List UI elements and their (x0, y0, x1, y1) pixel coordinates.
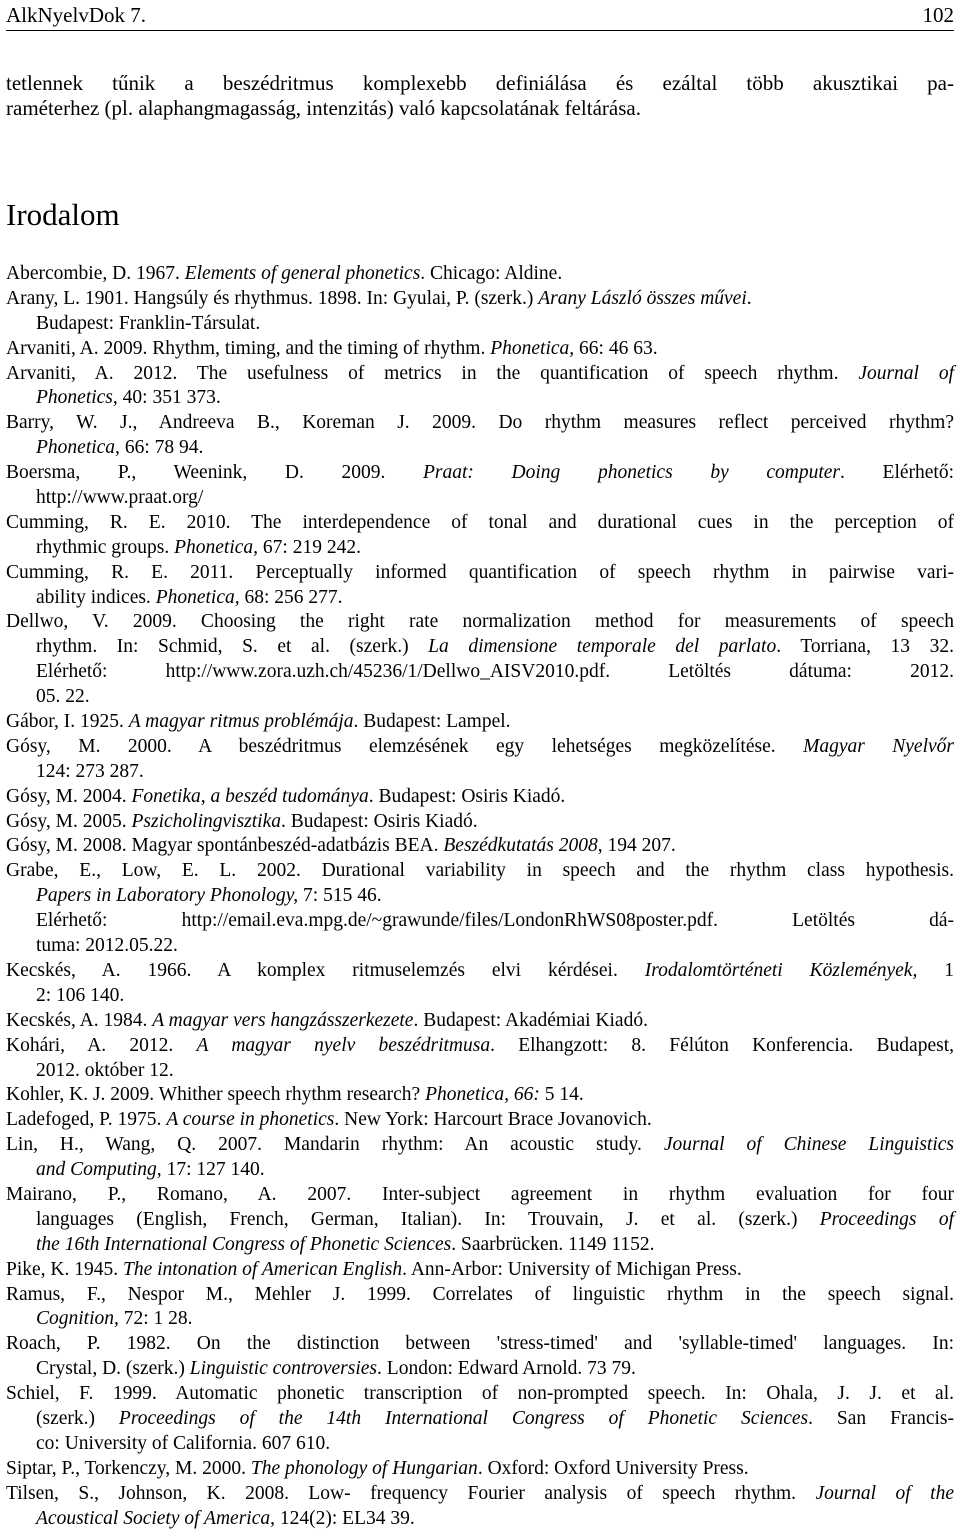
reference-line (6, 1457, 954, 1482)
reference-text: Elérhető: http://email.eva.mpg.de/~grawunde/files/LondonRhWS08poster.pdf. Letöltés dá- (36, 910, 954, 932)
reference-line (6, 287, 954, 312)
reference-text: Ladefoged, P. 1975. (6, 1109, 167, 1131)
reference-line (6, 1183, 954, 1208)
reference-line (6, 586, 954, 611)
reference-line (6, 884, 954, 909)
reference-italic-text: Arany László összes művei (538, 287, 747, 309)
reference-text: Budapest: Franklin-Társulat. (36, 312, 261, 334)
reference-line (6, 362, 954, 387)
reference-line (6, 1034, 954, 1059)
reference-text: . Elhangzott: 8. Félúton Konferencia. Budapest, (490, 1034, 954, 1056)
reference-italic-text: Proceedings of (819, 1208, 954, 1230)
reference-text: . (746, 287, 752, 309)
reference-italic-text: Phonetica, (174, 536, 259, 558)
reference-entry (6, 1482, 954, 1532)
reference-line (6, 859, 954, 884)
reference-italic-text: Acoustical Society of America (36, 1507, 271, 1529)
page-number: 102 (922, 3, 954, 27)
reference-entry (6, 859, 954, 959)
reference-line (6, 934, 954, 959)
reference-entry (6, 735, 954, 785)
reference-line (6, 685, 954, 710)
reference-text: . Budapest: Akadémiai Kiadó. (413, 1009, 648, 1031)
reference-line (6, 1307, 954, 1332)
reference-text: Kecskés, A. 1984. (6, 1009, 153, 1031)
reference-italic-text: Proceedings of the 14th International Congress of Phonetic Sciences (118, 1407, 809, 1429)
journal-name: AlkNyelvDok 7. (6, 3, 146, 27)
reference-italic-text: and Computing, (36, 1159, 162, 1181)
reference-text: Pike, K. 1945. (6, 1258, 123, 1280)
reference-entry (6, 959, 954, 1009)
reference-text: . Saarbrücken. 1149 1152. (451, 1233, 655, 1255)
reference-line (6, 1208, 954, 1233)
reference-italic-text: A course in phonetics (166, 1109, 335, 1131)
reference-italic-text: Phonetica, (36, 437, 120, 459)
reference-italic-text: Elements of general phonetics (184, 263, 421, 284)
reference-entry (6, 785, 954, 810)
reference-entry (6, 411, 954, 461)
reference-italic-text: A magyar nyelv beszédritmusa (196, 1034, 491, 1056)
reference-italic-text: Fonetika, a beszéd tudománya (131, 785, 369, 807)
reference-italic-text: Phonetica, 66: (425, 1084, 540, 1106)
reference-text: Grabe, E., Low, E. L. 2002. Durational variability in speech and the rhythm class hypothesis. (6, 860, 954, 882)
reference-italic-text: Magyar Nyelvőr (803, 735, 954, 757)
reference-text: . Budapest: Osiris Kiadó. (368, 785, 566, 807)
reference-text: . Chicago: Aldine. (420, 263, 563, 284)
reference-text: 2: 106 140. (36, 984, 125, 1006)
reference-text: rhythmic groups. (36, 536, 175, 558)
reference-line (6, 1382, 954, 1407)
reference-line (6, 486, 954, 511)
reference-text: . London: Edward Arnold. 73 79. (377, 1358, 636, 1380)
reference-text: Barry, W. J., Andreeva B., Koreman J. 2009. Do rhythm measures reflect perceived rhythm? (6, 412, 954, 434)
reference-text: http://www.praat.org/ (36, 487, 204, 509)
reference-italic-text: Papers in Laboratory Phonology, (36, 885, 299, 907)
reference-line (6, 984, 954, 1009)
reference-text: Cumming, R. E. 2011. Perceptually informed quantification of speech rhythm in pairwise vari- (6, 561, 954, 583)
reference-entry (6, 1382, 954, 1457)
reference-text: Abercombie, D. 1967. (6, 263, 185, 284)
reference-italic-text: The intonation of American English (123, 1258, 403, 1280)
reference-text: 7: 515 46. (298, 885, 382, 907)
reference-text: Ramus, F., Nespor M., Mehler J. 1999. Correlates of linguistic rhythm in the speech signal. (6, 1283, 954, 1305)
reference-line (6, 1108, 954, 1133)
reference-line (6, 461, 954, 486)
reference-entry (6, 834, 954, 859)
reference-italic-text: Phonetics, (36, 387, 118, 409)
reference-entry (6, 1034, 954, 1084)
reference-line (6, 436, 954, 461)
reference-text: Gósy, M. 2005. (6, 810, 132, 832)
reference-text: co: University of California. 607 610. (36, 1432, 331, 1454)
reference-italic-text: Journal of the (815, 1482, 954, 1504)
reference-italic-text: Praat: Doing phonetics by computer (423, 462, 841, 484)
reference-italic-text: A magyar vers hangzásszerkezete (152, 1009, 414, 1031)
reference-entry (6, 262, 954, 287)
reference-line (6, 660, 954, 685)
reference-entry (6, 1083, 954, 1108)
reference-italic-text: A magyar ritmus problémája (128, 711, 354, 733)
reference-line (6, 1357, 954, 1382)
reference-text: 1 (917, 959, 954, 981)
reference-italic-text: Linguistic controversies (189, 1358, 378, 1380)
reference-text: tuma: 2012.05.22. (36, 935, 178, 957)
reference-text: 2012. október 12. (36, 1059, 174, 1081)
reference-text: ability indices. (36, 586, 156, 608)
reference-entry (6, 287, 954, 337)
reference-text: . Budapest: Osiris Kiadó. (281, 810, 478, 832)
reference-text: 68: 256 277. (239, 586, 343, 608)
reference-text: Lin, H., Wang, Q. 2007. Mandarin rhythm: An acoustic study. (6, 1134, 664, 1156)
reference-list (6, 262, 954, 1531)
reference-text: 66: 46 63. (574, 337, 658, 359)
reference-entry (6, 561, 954, 611)
reference-text: 72: 1 28. (118, 1308, 193, 1330)
reference-text: (szerk.) (36, 1407, 119, 1429)
reference-text: . Ann-Arbor: University of Michigan Press. (402, 1258, 742, 1280)
reference-entry (6, 710, 954, 735)
reference-text: Kohári, A. 2012. (6, 1034, 197, 1056)
reference-text: Crystal, D. (szerk.) (36, 1358, 190, 1380)
reference-entry (6, 1283, 954, 1333)
reference-text: . New York: Harcourt Brace Jovanovich. (334, 1109, 652, 1131)
reference-line (6, 785, 954, 810)
reference-text: Gósy, M. 2000. A beszédritmus elemzésének egy lehetséges megközelítése. (6, 735, 804, 757)
reference-italic-text: Irodalomtörténeti Közlemények, (644, 959, 918, 981)
reference-line (6, 1283, 954, 1308)
reference-text: Arany, L. 1901. Hangsúly és rhythmus. 1898. In: Gyulai, P. (szerk.) (6, 287, 539, 309)
reference-line (6, 337, 954, 362)
reference-entry (6, 362, 954, 412)
reference-line (6, 1009, 954, 1034)
reference-text: , 194 207. (597, 835, 676, 857)
reference-italic-text: the 16th International Congress of Phonetic Sciences (36, 1233, 452, 1255)
reference-text: Roach, P. 1982. On the distinction between 'stress-timed' and 'syllable-timed' languages. In: (6, 1333, 954, 1355)
reference-line (6, 1482, 954, 1507)
reference-text: Elérhető: http://www.zora.uzh.ch/45236/1/Dellwo_AISV2010.pdf. Letöltés dátuma: 2012. (36, 661, 954, 683)
intro-line: raméterhez (pl. alaphangmagasság, intenzitás) való kapcsolatának feltárása. (6, 96, 641, 120)
reference-entry (6, 1332, 954, 1382)
reference-text: . San Francis- (808, 1407, 954, 1429)
reference-line (6, 1233, 954, 1258)
reference-text: . Oxford: Oxford University Press. (477, 1457, 749, 1479)
reference-line (6, 1059, 954, 1084)
reference-italic-text: Beszédkutatás 2008 (443, 835, 598, 857)
reference-text: Dellwo, V. 2009. Choosing the right rate normalization method for measurements of speech (6, 611, 954, 633)
reference-text: 5 14. (539, 1084, 584, 1106)
running-header (6, 0, 954, 31)
reference-italic-text: La dimensione temporale del parlato (428, 636, 777, 658)
section-title: Irodalom (6, 197, 120, 232)
reference-text: Gábor, I. 1925. (6, 711, 129, 733)
reference-line (6, 1407, 954, 1432)
reference-text: rhythm. In: Schmid, S. et al. (szerk.) (36, 636, 429, 658)
reference-line (6, 511, 954, 536)
reference-italic-text: Journal of (858, 362, 954, 384)
reference-entry (6, 610, 954, 710)
reference-line (6, 536, 954, 561)
reference-text: Tilsen, S., Johnson, K. 2008. Low- frequency Fourier analysis of speech rhythm. (6, 1482, 816, 1504)
reference-italic-text: Phonetica, (155, 586, 240, 608)
reference-line (6, 1507, 954, 1532)
reference-text: Schiel, F. 1999. Automatic phonetic transcription of non-prompted speech. In: Ohala, J. J. et al. (6, 1383, 954, 1405)
reference-line (6, 411, 954, 436)
reference-line (6, 834, 954, 859)
reference-line (6, 1258, 954, 1283)
reference-italic-text: Pszicholingvisztika (131, 810, 281, 832)
reference-entry (6, 1258, 954, 1283)
reference-entry (6, 1009, 954, 1034)
reference-line (6, 1332, 954, 1357)
reference-line (6, 1083, 954, 1108)
reference-text: 67: 219 242. (258, 536, 361, 558)
reference-italic-text: Phonetica, (490, 337, 575, 359)
reference-text: 05. 22. (36, 686, 90, 708)
reference-line (6, 959, 954, 984)
reference-text: Cumming, R. E. 2010. The interdependence of tonal and durational cues in the perception of (6, 511, 954, 533)
reference-text: . Budapest: Lampel. (353, 711, 511, 733)
reference-text: . Elérhető: (840, 462, 954, 484)
reference-line (6, 386, 954, 411)
reference-line (6, 1133, 954, 1158)
reference-line (6, 610, 954, 635)
reference-entry (6, 1457, 954, 1482)
reference-line (6, 810, 954, 835)
reference-line (6, 561, 954, 586)
reference-line (6, 262, 954, 287)
reference-text: 66: 78 94. (119, 437, 204, 459)
reference-italic-text: Cognition, (36, 1308, 119, 1330)
reference-line (6, 710, 954, 735)
reference-text: 40: 351 373. (117, 387, 221, 409)
reference-entry (6, 337, 954, 362)
reference-line (6, 760, 954, 785)
reference-text: 17: 127 140. (161, 1159, 265, 1181)
reference-entry (6, 511, 954, 561)
reference-text: Boersma, P., Weenink, D. 2009. (6, 462, 423, 484)
reference-entry (6, 461, 954, 511)
reference-entry (6, 1108, 954, 1133)
reference-text: Gósy, M. 2004. (6, 785, 132, 807)
reference-line (6, 635, 954, 660)
intro-line: tetlennek tűnik a beszédritmus komplexebb definiálása és ezáltal több akusztikai pa- (6, 71, 954, 95)
reference-italic-text: Journal of Chinese Linguistics (663, 1134, 955, 1156)
reference-entry (6, 1133, 954, 1183)
reference-text: Kohler, K. J. 2009. Whither speech rhythm research? (6, 1084, 426, 1106)
reference-text: Siptar, P., Torkenczy, M. 2000. (6, 1457, 251, 1479)
reference-line (6, 735, 954, 760)
reference-italic-text: The phonology of Hungarian (250, 1457, 478, 1479)
reference-text: Mairano, P., Romano, A. 2007. Inter-subject agreement in rhythm evaluation for four (6, 1183, 954, 1205)
reference-text: Arvaniti, A. 2009. Rhythm, timing, and the timing of rhythm. (6, 337, 491, 359)
reference-text: Arvaniti, A. 2012. The usefulness of metrics in the quantification of speech rhythm. (6, 362, 859, 384)
reference-text: , 124(2): EL34 39. (270, 1507, 415, 1529)
reference-entry (6, 1183, 954, 1258)
reference-line (6, 1158, 954, 1183)
reference-line (6, 312, 954, 337)
reference-text: 124: 273 287. (36, 760, 144, 782)
reference-entry (6, 810, 954, 835)
reference-line (6, 909, 954, 934)
reference-line (6, 1432, 954, 1457)
reference-text: languages (English, French, German, Italian). In: Trouvain, J. et al. (szerk.) (36, 1208, 820, 1230)
reference-text: Kecskés, A. 1966. A komplex ritmuselemzés elvi kérdései. (6, 959, 645, 981)
reference-text: Gósy, M. 2008. Magyar spontánbeszéd-adatbázis BEA. (6, 835, 444, 857)
intro-paragraph (6, 71, 954, 121)
reference-text: . Torriana, 13 32. (776, 636, 955, 658)
